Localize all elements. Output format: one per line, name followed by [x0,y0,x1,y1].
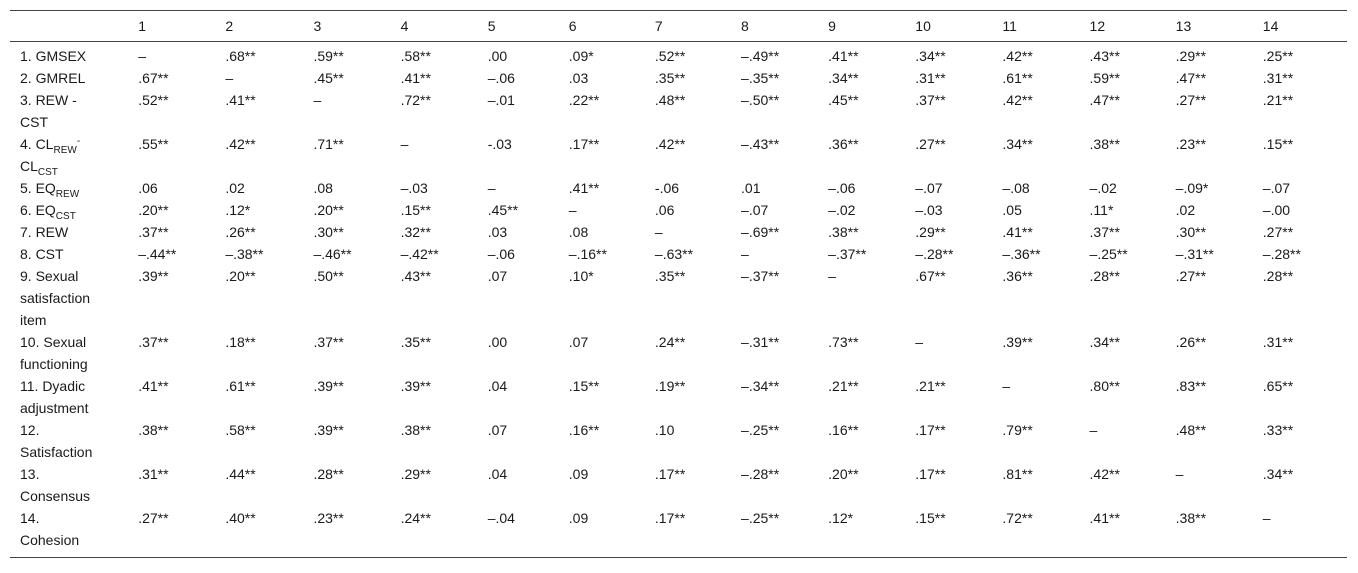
table-cell: .23** [1175,136,1207,152]
row-label [10,177,138,199]
column-header: 11 [1002,18,1017,34]
table-row [10,42,1347,68]
row-label-part: CL [20,158,38,174]
table-cell: .03 [487,224,508,240]
table-cell: .35** [654,268,686,284]
table-cell: – [568,202,577,218]
table-cell: .09 [568,510,589,526]
table-cell: .39** [313,378,344,394]
table-cell: –.42** [400,246,439,262]
table-cell: .20** [313,202,344,218]
table-cell: .20** [828,466,859,482]
table-cell: –.03 [400,180,428,196]
table-cell: .44** [225,466,256,482]
column-header: 14 [1262,18,1279,34]
row-label-part: 2. GMREL [20,70,86,86]
table-cell: .72** [1002,510,1033,526]
table-cell: .33** [1262,422,1294,438]
table-cell: .00 [487,48,508,64]
column-header: 6 [568,18,577,34]
table-row [10,221,1347,243]
table-cell: .59** [1089,70,1120,86]
table-cell: .35** [654,70,686,86]
row-label-part: 4. CL [20,136,54,152]
table-cell: .45** [487,202,519,218]
table-row [10,507,1347,558]
table-cell: .32** [400,224,431,240]
table-cell: .17** [915,466,946,482]
table-cell: .31** [138,466,169,482]
table-cell: –.02 [1089,180,1117,196]
table-cell: .27** [915,136,946,152]
row-label [10,265,138,331]
table-cell: .41** [138,378,169,394]
table-cell: .80** [1089,378,1120,394]
table-cell: .65** [1262,378,1294,394]
row-label-part: 6. EQ [20,202,56,218]
table-cell: .52** [138,92,169,108]
table-cell: .04 [487,466,508,482]
table-cell: – [225,70,234,86]
table-cell: .15** [400,202,431,218]
table-cell: .38** [1175,510,1207,526]
table-cell: –.31** [741,334,780,350]
table-cell: .29** [1175,48,1207,64]
table-cell: .05 [1002,202,1022,218]
table-cell: .06 [654,202,675,218]
table-cell: –.37** [741,268,780,284]
table-cell: .45** [828,92,859,108]
table-cell: .58** [225,422,256,438]
table-cell: .26** [225,224,256,240]
table-cell: .55** [138,136,169,152]
table-cell: –.07 [915,180,943,196]
table-cell: –.44** [138,246,177,262]
table-cell: –.49** [741,48,780,64]
row-label-part: 5. EQ [20,180,56,196]
table-cell: – [487,180,496,196]
table-row [10,199,1347,221]
table-cell: .27** [138,510,169,526]
row-label [10,463,138,507]
table-cell: .71** [313,136,344,152]
table-cell: .81** [1002,466,1033,482]
table-cell: .41** [400,70,431,86]
table-row [10,265,1347,331]
table-cell: .20** [225,268,256,284]
table-cell: –.07 [1262,180,1291,196]
table-cell: –.50** [741,92,780,108]
table-cell: .47** [1175,70,1207,86]
table-row [10,177,1347,199]
table-cell: –.08 [1002,180,1030,196]
table-row [10,243,1347,265]
row-label [10,419,138,463]
column-header: 5 [487,18,496,34]
table-cell: .07 [568,334,589,350]
table-cell: .61** [1002,70,1033,86]
table-cell: .17** [654,510,686,526]
table-cell: .15** [915,510,946,526]
table-cell: .17** [568,136,600,152]
table-cell: .34** [915,48,946,64]
table-cell: .24** [654,334,686,350]
row-label-part: 9. Sexual [20,268,79,284]
table-cell: .41** [828,48,859,64]
table-cell: .31** [1262,70,1294,86]
table-cell: .03 [568,70,589,86]
table-cell: .21** [1262,92,1294,108]
row-label [10,221,138,243]
table-cell: –.31** [1175,246,1214,262]
row-label-part: 12. [20,422,40,438]
table-cell: -.03 [487,136,512,152]
table-cell: .21** [828,378,859,394]
table-cell: – [400,136,409,152]
table-header [10,11,1347,42]
table-cell: –.06 [487,70,515,86]
table-cell: –.43** [741,136,780,152]
table-cell: .18** [225,334,256,350]
table-cell: –.25** [741,510,780,526]
table-cell: .02 [1175,202,1196,218]
table-cell: .06 [138,180,158,196]
table-cell: .39** [138,268,169,284]
column-header: 8 [741,18,749,34]
table-cell: –.07 [741,202,769,218]
row-label [10,133,138,177]
column-header: 1 [138,18,146,34]
table-cell: –.35** [741,70,780,86]
table-cell: .17** [654,466,686,482]
column-header: 2 [225,18,234,34]
table-row [10,375,1347,419]
table-cell: .35** [400,334,431,350]
table-cell: .15** [568,378,600,394]
table-cell: .36** [1002,268,1033,284]
table-row [10,331,1347,375]
table-cell: .08 [568,224,589,240]
table-cell: .34** [828,70,859,86]
table-cell: .37** [138,334,169,350]
row-label [10,67,138,89]
table-cell: .36** [828,136,859,152]
row-label [10,89,138,133]
table-cell: .07 [487,268,508,284]
row-label [10,42,138,68]
table-cell: .41** [1002,224,1033,240]
table-cell: .31** [1262,334,1294,350]
table-cell: .41** [1089,510,1120,526]
row-label-part: Consensus [20,488,91,504]
row-label [10,375,138,419]
table-cell: .11* [1089,202,1114,218]
table-row [10,419,1347,463]
table-cell: .12* [225,202,251,218]
table-cell: .42** [225,136,256,152]
table-cell: –.36** [1002,246,1041,262]
row-label [10,331,138,375]
table-cell: .67** [915,268,946,284]
table-cell: .37** [138,224,169,240]
row-label-part: satisfaction [20,290,91,306]
table-cell: .39** [400,378,431,394]
table-cell: .09* [568,48,594,64]
table-cell: .67** [138,70,169,86]
table-cell: –.01 [487,92,515,108]
table-cell: – [915,334,924,350]
table-cell: –.04 [487,510,515,526]
table-cell: .19** [654,378,686,394]
row-label-part: CST [20,114,48,130]
row-label-part: 3. REW - [20,92,77,108]
table-row [10,67,1347,89]
table-cell: .48** [654,92,686,108]
column-header: 13 [1175,18,1192,34]
table-cell: .07 [487,422,508,438]
row-label-part: - [76,136,81,147]
table-cell: .34** [1089,334,1120,350]
table-cell: –.06 [487,246,515,262]
table-cell: –.16** [568,246,607,262]
column-header: 4 [400,18,409,34]
row-label-part: REW [55,189,80,200]
table-cell: –.06 [828,180,856,196]
table-cell: .43** [1089,48,1120,64]
table-cell: .68** [225,48,256,64]
header-row [10,11,1347,42]
column-header: 3 [313,18,322,34]
table-cell: –.25** [741,422,780,438]
row-label-part: Cohesion [20,532,80,548]
table-cell: .12* [828,510,854,526]
table-cell: .24** [400,510,431,526]
table-cell: .34** [1002,136,1033,152]
table-cell: .23** [313,510,344,526]
table-cell: .21** [915,378,946,394]
table-cell: .30** [313,224,344,240]
table-cell: .45** [313,70,344,86]
table-cell: .27** [1175,92,1207,108]
table-cell: – [1175,466,1184,482]
table-cell: .27** [1262,224,1294,240]
table-cell: –.02 [828,202,856,218]
table-cell: .00 [487,334,508,350]
table-cell: .39** [1002,334,1033,350]
column-header: 12 [1089,18,1106,34]
table-cell: .37** [313,334,344,350]
table-cell: .38** [138,422,169,438]
table-cell: .79** [1002,422,1033,438]
table-cell: –.63** [654,246,694,262]
row-label-part: 11. Dyadic [20,378,86,394]
table-cell: –.28** [741,466,780,482]
table-cell: .16** [568,422,600,438]
table-cell: .48** [1175,422,1207,438]
table-cell: – [138,48,146,64]
row-label-part: functioning [20,356,88,372]
row-label-part: CST [55,211,76,222]
table-cell: .10 [654,422,675,438]
table-cell: .42** [1089,466,1120,482]
table-cell: .09 [568,466,589,482]
table-cell: .58** [400,48,431,64]
table-cell: .30** [1175,224,1207,240]
table-row [10,463,1347,507]
table-cell: .28** [1262,268,1294,284]
table-cell: –.25** [1089,246,1128,262]
table-cell: – [828,268,836,284]
table-cell: .47** [1089,92,1120,108]
table-cell: –.37** [828,246,867,262]
table-cell: .41** [225,92,256,108]
table-cell: .17** [915,422,946,438]
table-cell: .72** [400,92,431,108]
table-cell: – [1089,422,1098,438]
row-label [10,243,138,265]
table-cell: .29** [915,224,946,240]
table-cell: .34** [1262,466,1294,482]
table-body [10,42,1347,558]
table-cell: .42** [654,136,686,152]
row-label-part: REW [53,145,77,156]
table-cell: .42** [1002,92,1033,108]
table-cell: – [1002,378,1011,394]
row-label-part: CST [37,167,58,178]
row-label [10,507,138,558]
table-cell: –.03 [915,202,943,218]
row-label-part: Satisfaction [20,444,93,460]
table-cell: –.46** [313,246,352,262]
row-label-part: 7. REW [20,224,69,240]
table-cell: .83** [1175,378,1207,394]
header-corner [10,11,138,42]
table-cell: .61** [225,378,256,394]
table-cell: .39** [313,422,344,438]
table-cell: .15** [1262,136,1294,152]
table-cell: .38** [828,224,859,240]
table-cell: –.00 [1262,202,1291,218]
table-cell: .29** [400,466,431,482]
table-cell: .10* [568,268,594,284]
table-cell: .28** [313,466,344,482]
table-cell: .40** [225,510,256,526]
row-label-part: 14. [20,510,40,526]
table-cell: -.06 [654,180,680,196]
table-cell: .02 [225,180,245,196]
table-cell: .50** [313,268,344,284]
table-cell: – [1262,510,1271,526]
table-cell: – [654,224,663,240]
column-header: 7 [654,18,663,34]
row-label-part: 8. CST [20,246,64,262]
table-cell: .22** [568,92,600,108]
column-header: 10 [915,18,931,34]
table-cell: –.38** [225,246,264,262]
row-label-part: item [20,312,47,328]
table-cell: .01 [741,180,761,196]
table-cell: .16** [828,422,859,438]
table-cell: –.28** [1262,246,1301,262]
table-cell: –.69** [741,224,780,240]
table-cell: .52** [654,48,686,64]
table-cell: .25** [1262,48,1294,64]
row-label-part: 10. Sexual [20,334,87,350]
table-cell: – [741,246,749,262]
table-cell: .38** [1089,136,1120,152]
table-cell: –.28** [915,246,954,262]
table-cell: .20** [138,202,169,218]
table-cell: .37** [1089,224,1120,240]
table-cell: .27** [1175,268,1207,284]
row-label [10,199,138,221]
table-cell: .31** [915,70,946,86]
table-cell: .41** [568,180,600,196]
table-cell: – [313,92,322,108]
table-cell: .43** [400,268,431,284]
table-row [10,89,1347,133]
row-label-part: 13. [20,466,40,482]
correlation-table [10,10,1347,558]
row-label-part: 1. GMSEX [20,48,87,64]
table-cell: .38** [400,422,431,438]
table-cell: –.09* [1175,180,1209,196]
row-label-part: adjustment [20,400,89,416]
table-cell: .37** [915,92,946,108]
table-cell: .28** [1089,268,1120,284]
column-header: 9 [828,18,836,34]
table-row [10,133,1347,177]
table-cell: .08 [313,180,333,196]
table-cell: .42** [1002,48,1033,64]
table-cell: .73** [828,334,859,350]
table-cell: .04 [487,378,508,394]
table-cell: .26** [1175,334,1207,350]
table-cell: .59** [313,48,344,64]
table-cell: –.34** [741,378,780,394]
